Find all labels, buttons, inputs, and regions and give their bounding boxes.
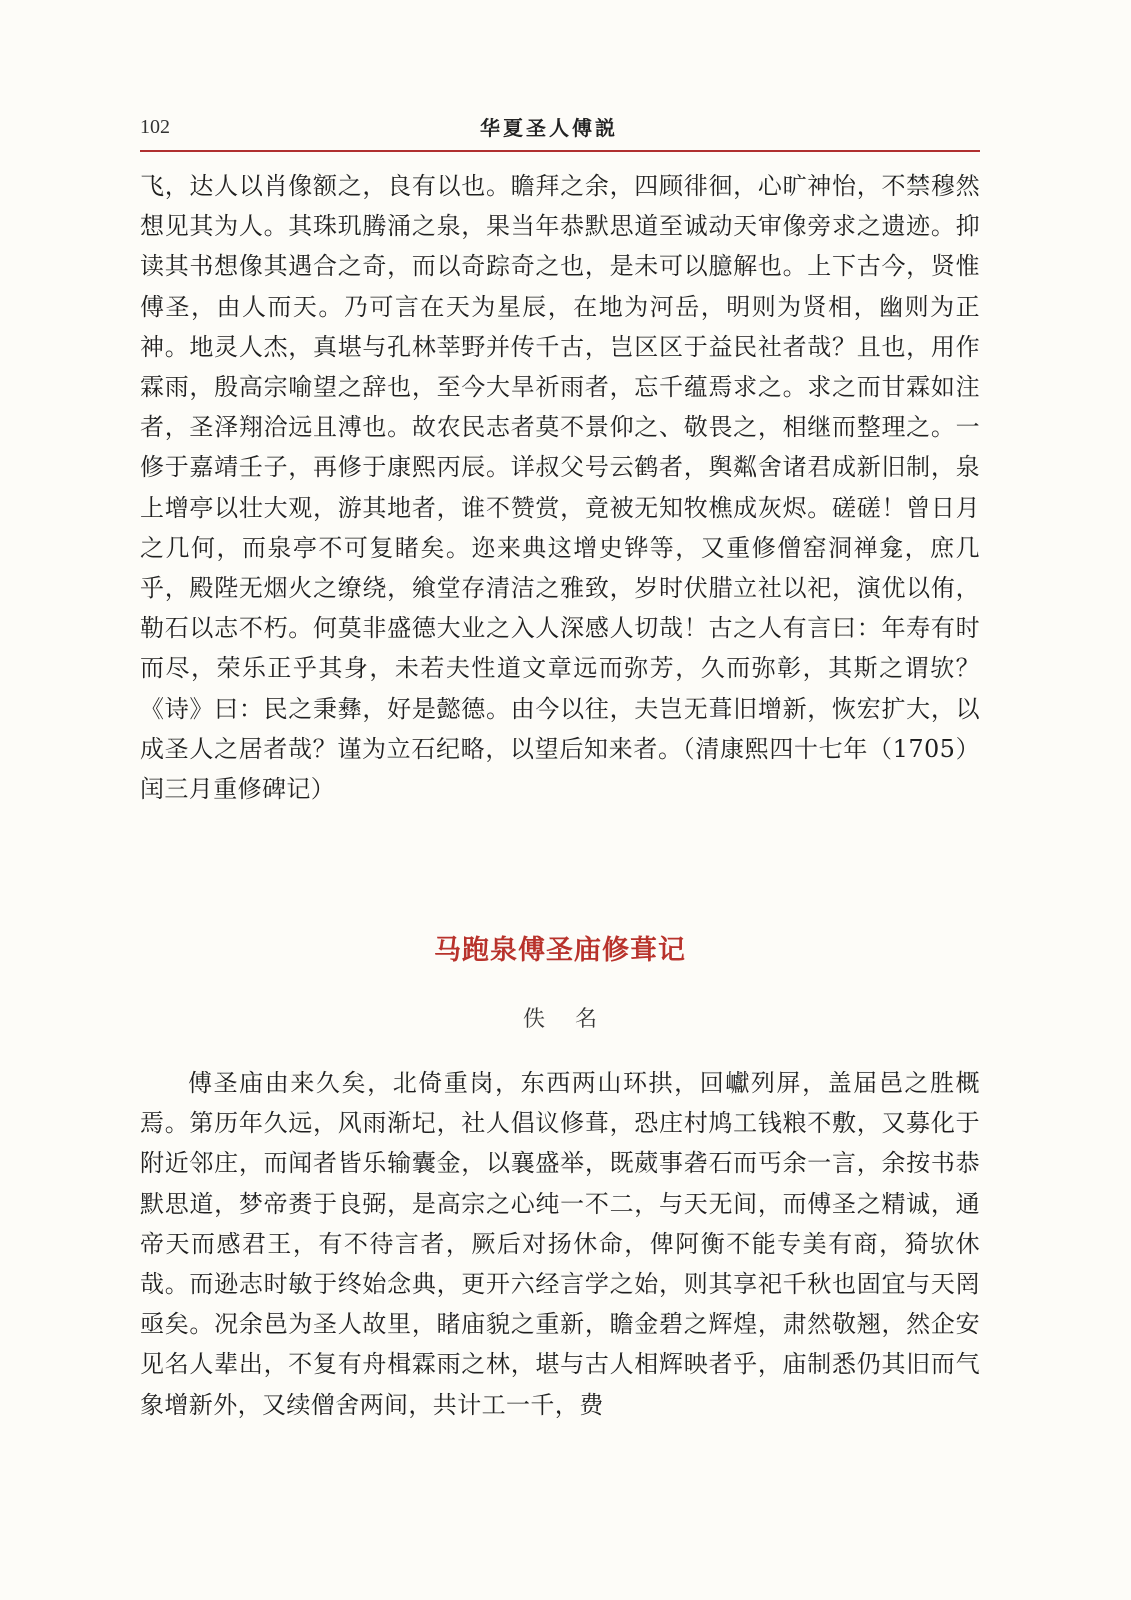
article-body-paragraph: 傅圣庙由来久矣，北倚重岗，东西两山环拱，回巘列屏，盖届邑之胜概焉。第历年久远，风雨渐圮，社人倡议修葺，恐庄村鸠工钱粮不敷，又募化于附近邻庄，而闻者皆乐输囊金，以襄盛举，既葳事砻石而丐余一言，余按书恭默思道，梦帝赉于良弼，是高宗之心纯一不二，与天无间，而傅圣之精诚，通帝天而感君王，有不待言者，厥后对扬休命，俾阿衡不能专美有商，猗欤休哉。而逊志时敏于终始念典，更开六经言学之始，则其享祀千秋也固宜与天罔亟矣。况余邑为圣人故里，睹庙貌之重新，瞻金碧之辉煌，肃然敬翘，然企安见名人辈出，不复有舟楫霖雨之林，堪与古人相辉映者乎，庙制悉仍其旧而气象增新外，又续僧舍两间，共计工一千，费 [140,1069,980,1419]
article-author: 佚名 [522,1007,627,1032]
header-rule [140,150,980,152]
page-number: 102 [140,116,170,138]
page-header [140,108,980,148]
continued-paragraph: 飞，达人以肖像额之，良有以也。瞻拜之余，四顾徘徊，心旷神怡，不禁穆然想见其为人。其珠玑腾涌之泉，果当年恭默思道至诚动天审像旁求之遗迹。抑读其书想像其遇合之奇，而以奇踪奇之也，是未可以臆解也。上下古今，贤惟傅圣，由人而天。乃可言在天为星辰，在地为河岳，明则为贤相，幽则为正神。地灵人杰，真堪与孔林莘野并传千古，岂区区于益民社者哉？且也，用作霖雨，殷高宗喻望之辞也，至今大旱祈雨者，忘千蕴焉求之。求之而甘霖如注者，圣泽翔洽远且溥也。故农民志者莫不景仰之、敬畏之，相继而整理之。一修于嘉靖壬子，再修于康熙丙辰。详叔父号云鹤者，舆粼舍诸君成新旧制，泉上增亭以壮大观，游其地者，谁不赞赏，竟被无知牧樵成灰烬。磋磋！曾日月之几何，而泉亭不可复睹矣。迩来典这增史铧等，又重修僧窑洞禅龛，庶几乎，殿陛无烟火之缭绕，飨堂存清洁之雅致，岁时伏腊立社以祀，演优以侑，勒石以志不朽。何莫非盛德大业之入人深感人切哉！古之人有言曰：年寿有时而尽，荣乐正乎其身，未若夫性道文章远而弥芳，久而弥彰，其斯之谓欤？《诗》曰：民之秉彝，好是懿德。由今以往，夫岂无葺旧增新，恢宏扩大，以成圣人之居者哉？谨为立石纪略，以望后知来者。（清康熙四十七年（1705）闰三月重修碑记） [140,172,980,804]
running-book-title: 华夏圣人傅説 [480,116,618,140]
article-title: 马跑泉傅圣庙修葺记 [434,935,686,966]
